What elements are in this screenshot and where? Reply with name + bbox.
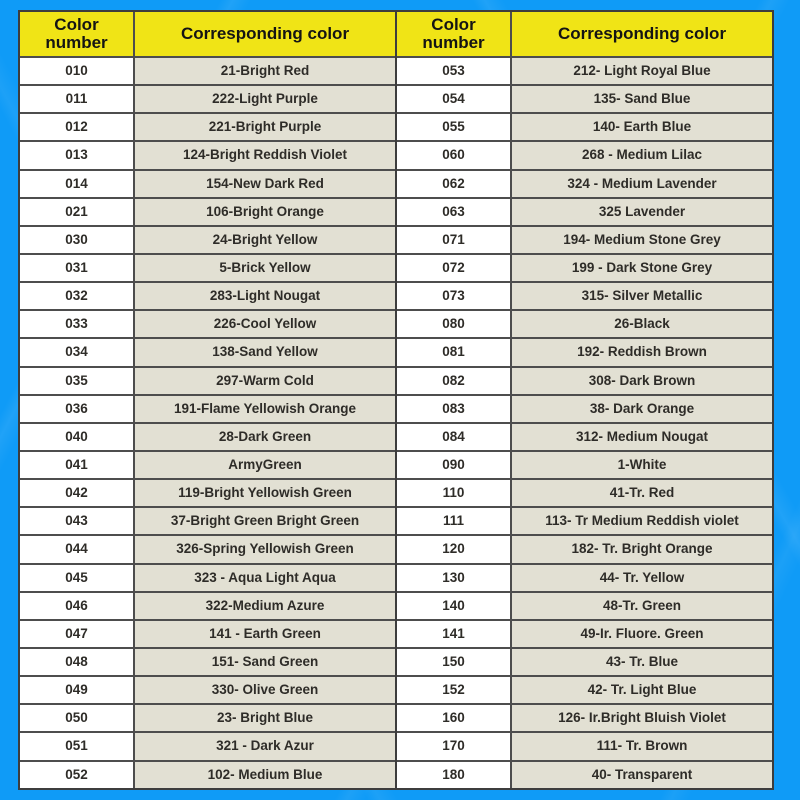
color-number-cell: 090 — [397, 450, 512, 478]
color-name-cell: 41-Tr. Red — [512, 478, 772, 506]
color-name-cell: 326-Spring Yellowish Green — [135, 534, 395, 562]
color-number-cell: 130 — [397, 563, 512, 591]
color-chart-tables — [18, 10, 774, 790]
color-name-cell: 5-Brick Yellow — [135, 253, 395, 281]
color-name-cell: 154-New Dark Red — [135, 169, 395, 197]
color-name-cell: 321 - Dark Azur — [135, 731, 395, 759]
color-name-cell: 222-Light Purple — [135, 84, 395, 112]
color-number-cell: 180 — [397, 760, 512, 788]
color-name-cell: 135- Sand Blue — [512, 84, 772, 112]
color-number-cell: 014 — [20, 169, 135, 197]
color-name-cell: 308- Dark Brown — [512, 366, 772, 394]
header-color-number: Color number — [397, 12, 512, 56]
color-name-cell: 28-Dark Green — [135, 422, 395, 450]
color-name-cell: 43- Tr. Blue — [512, 647, 772, 675]
color-number-cell: 045 — [20, 563, 135, 591]
color-name-cell: 111- Tr. Brown — [512, 731, 772, 759]
color-name-cell: 325 Lavender — [512, 197, 772, 225]
color-number-cell: 046 — [20, 591, 135, 619]
color-name-cell: ArmyGreen — [135, 450, 395, 478]
color-name-cell: 37-Bright Green Bright Green — [135, 506, 395, 534]
color-name-cell: 221-Bright Purple — [135, 112, 395, 140]
color-number-cell: 080 — [397, 309, 512, 337]
color-name-cell: 21-Bright Red — [135, 56, 395, 84]
color-number-cell: 111 — [397, 506, 512, 534]
color-name-cell: 24-Bright Yellow — [135, 225, 395, 253]
header-color-number: Color number — [20, 12, 135, 56]
color-number-cell: 032 — [20, 281, 135, 309]
color-name-cell: 212- Light Royal Blue — [512, 56, 772, 84]
color-name-cell: 226-Cool Yellow — [135, 309, 395, 337]
color-name-cell: 23- Bright Blue — [135, 703, 395, 731]
color-number-cell: 013 — [20, 140, 135, 168]
color-number-cell: 030 — [20, 225, 135, 253]
color-number-cell: 170 — [397, 731, 512, 759]
color-number-cell: 021 — [20, 197, 135, 225]
color-name-cell: 140- Earth Blue — [512, 112, 772, 140]
color-name-cell: 48-Tr. Green — [512, 591, 772, 619]
color-number-cell: 062 — [397, 169, 512, 197]
color-number-cell: 050 — [20, 703, 135, 731]
color-name-cell: 151- Sand Green — [135, 647, 395, 675]
color-number-cell: 012 — [20, 112, 135, 140]
color-number-cell: 042 — [20, 478, 135, 506]
color-number-cell: 084 — [397, 422, 512, 450]
color-number-cell: 081 — [397, 337, 512, 365]
color-number-cell: 082 — [397, 366, 512, 394]
color-name-cell: 38- Dark Orange — [512, 394, 772, 422]
color-name-cell: 323 - Aqua Light Aqua — [135, 563, 395, 591]
color-name-cell: 191-Flame Yellowish Orange — [135, 394, 395, 422]
color-table-right — [395, 12, 772, 788]
header-corresponding-color: Corresponding color — [135, 12, 395, 56]
color-name-cell: 44- Tr. Yellow — [512, 563, 772, 591]
color-name-cell: 42- Tr. Light Blue — [512, 675, 772, 703]
color-number-cell: 140 — [397, 591, 512, 619]
color-number-cell: 150 — [397, 647, 512, 675]
color-number-cell: 034 — [20, 337, 135, 365]
color-number-cell: 047 — [20, 619, 135, 647]
color-number-cell: 052 — [20, 760, 135, 788]
color-name-cell: 1-White — [512, 450, 772, 478]
color-number-cell: 041 — [20, 450, 135, 478]
color-number-cell: 141 — [397, 619, 512, 647]
color-number-cell: 060 — [397, 140, 512, 168]
color-number-cell: 054 — [397, 84, 512, 112]
color-number-cell: 049 — [20, 675, 135, 703]
color-name-cell: 330- Olive Green — [135, 675, 395, 703]
color-name-cell: 192- Reddish Brown — [512, 337, 772, 365]
color-name-cell: 297-Warm Cold — [135, 366, 395, 394]
color-name-cell: 119-Bright Yellowish Green — [135, 478, 395, 506]
color-number-cell: 040 — [20, 422, 135, 450]
color-name-cell: 199 - Dark Stone Grey — [512, 253, 772, 281]
color-number-cell: 120 — [397, 534, 512, 562]
color-name-cell: 124-Bright Reddish Violet — [135, 140, 395, 168]
color-number-cell: 083 — [397, 394, 512, 422]
color-table-left — [20, 12, 395, 788]
color-number-cell: 053 — [397, 56, 512, 84]
color-number-cell: 010 — [20, 56, 135, 84]
color-name-cell: 106-Bright Orange — [135, 197, 395, 225]
color-name-cell: 138-Sand Yellow — [135, 337, 395, 365]
color-name-cell: 315- Silver Metallic — [512, 281, 772, 309]
color-name-cell: 113- Tr Medium Reddish violet — [512, 506, 772, 534]
color-number-cell: 160 — [397, 703, 512, 731]
color-name-cell: 312- Medium Nougat — [512, 422, 772, 450]
color-number-cell: 063 — [397, 197, 512, 225]
color-number-cell: 033 — [20, 309, 135, 337]
color-number-cell: 031 — [20, 253, 135, 281]
color-name-cell: 324 - Medium Lavender — [512, 169, 772, 197]
color-name-cell: 194- Medium Stone Grey — [512, 225, 772, 253]
color-name-cell: 141 - Earth Green — [135, 619, 395, 647]
color-number-cell: 035 — [20, 366, 135, 394]
color-number-cell: 072 — [397, 253, 512, 281]
color-number-cell: 043 — [20, 506, 135, 534]
color-name-cell: 126- Ir.Bright Bluish Violet — [512, 703, 772, 731]
color-number-cell: 071 — [397, 225, 512, 253]
color-number-cell: 152 — [397, 675, 512, 703]
color-number-cell: 044 — [20, 534, 135, 562]
color-name-cell: 49-Ir. Fluore. Green — [512, 619, 772, 647]
color-name-cell: 182- Tr. Bright Orange — [512, 534, 772, 562]
color-name-cell: 40- Transparent — [512, 760, 772, 788]
color-number-cell: 073 — [397, 281, 512, 309]
color-name-cell: 322-Medium Azure — [135, 591, 395, 619]
color-number-cell: 051 — [20, 731, 135, 759]
color-name-cell: 283-Light Nougat — [135, 281, 395, 309]
color-number-cell: 036 — [20, 394, 135, 422]
color-name-cell: 26-Black — [512, 309, 772, 337]
color-number-cell: 110 — [397, 478, 512, 506]
color-name-cell: 268 - Medium Lilac — [512, 140, 772, 168]
header-corresponding-color: Corresponding color — [512, 12, 772, 56]
color-number-cell: 048 — [20, 647, 135, 675]
color-number-cell: 011 — [20, 84, 135, 112]
color-name-cell: 102- Medium Blue — [135, 760, 395, 788]
color-number-cell: 055 — [397, 112, 512, 140]
